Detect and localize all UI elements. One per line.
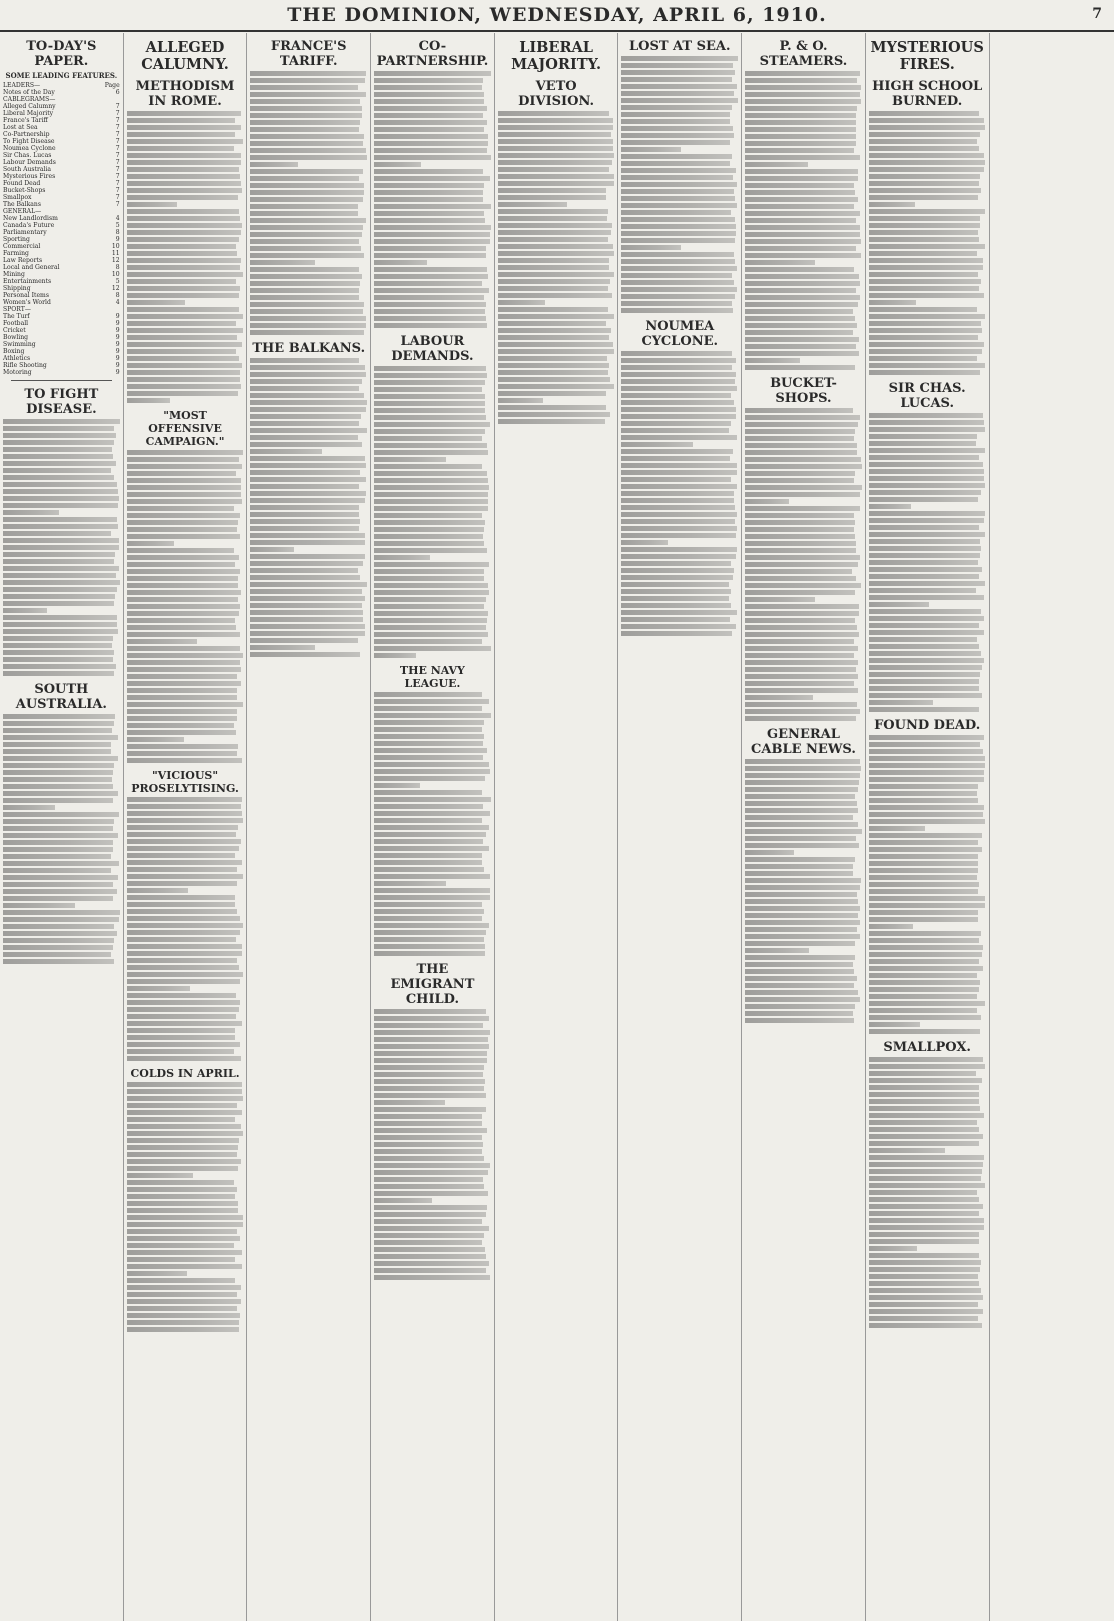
toc-page: 5 [115,222,120,229]
column-5 [495,33,619,1621]
headline: HIGH SCHOOL BURNED. [872,79,983,109]
column-6 [618,33,742,1621]
toc-list [3,82,120,376]
toc-row [3,229,120,236]
toc-page: 8 [115,264,120,271]
headline: "VICIOUS" PROSELYTISING. [131,769,239,795]
headline: ALLEGED CALUMNY. [141,39,229,73]
toc-label: Lost at Sea [3,124,38,131]
toc-page: 9 [115,348,120,355]
toc-label: Law Reports [3,257,43,264]
toc-page: 9 [115,334,120,341]
body-text [745,759,862,1023]
column-8 [866,33,990,1621]
toc-label: Motoring [3,369,32,376]
toc-page: 7 [115,131,120,138]
column-4 [371,33,495,1621]
headline: FOUND DEAD. [874,718,981,733]
body-text [621,56,738,313]
headline: TO FIGHT DISEASE. [24,387,99,417]
toc-row [3,187,120,194]
toc-page: 8 [115,229,120,236]
toc-row [3,299,120,306]
toc-row [3,145,120,152]
toc-row [3,89,120,96]
headline: FRANCE'S TARIFF. [270,39,347,69]
body-text [374,1009,491,1280]
toc-label: Shipping [3,285,31,292]
toc-label: Parliamentary [3,229,47,236]
toc-subhead: SOME LEADING FEATURES. [5,71,118,80]
toc-label: Farming [3,250,29,257]
toc-label: Athletics [3,355,31,362]
toc-row [3,278,120,285]
toc-row [3,180,120,187]
toc-page: 7 [115,152,120,159]
toc-label: Co-Partnership [3,131,50,138]
toc-page: 7 [115,159,120,166]
toc-label: Mysterious Fires [3,173,56,180]
toc-label: France's Tariff [3,117,48,124]
toc-label: Notes of the Day [3,89,55,96]
toc-page: 9 [115,313,120,320]
toc-page: 6 [115,89,120,96]
toc-page: 7 [115,180,120,187]
headline: TO-DAY'S PAPER. [26,39,97,69]
columns [0,33,1114,1621]
body-text [869,111,986,375]
body-text [127,797,244,1061]
toc-page: 7 [115,187,120,194]
body-text [250,71,367,335]
toc-page: 12 [111,257,120,264]
toc-label: Women's World [3,299,51,306]
body-text [869,735,986,1034]
headline: COLDS IN APRIL. [130,1067,240,1080]
toc-label: Labour Demands [3,159,56,166]
toc-page: 7 [115,201,120,208]
toc-label: Bucket-Shops [3,187,46,194]
body-text [374,366,491,658]
toc-row [3,117,120,124]
toc-row [3,124,120,131]
toc-row [3,348,120,355]
column-1 [0,33,124,1621]
toc-row [3,264,120,271]
headline: THE NAVY LEAGUE. [399,664,465,690]
toc-page: 7 [115,110,120,117]
toc-row [3,250,120,257]
body-text [127,111,244,403]
toc-page: 9 [115,355,120,362]
toc-label: Liberal Majority [3,110,54,117]
headline: SOUTH AUSTRALIA. [15,682,107,712]
headline: GENERAL CABLE NEWS. [751,727,856,757]
body-text [3,714,120,964]
toc-row [3,110,120,117]
toc-row [3,208,120,215]
body-text [250,358,367,657]
column-7 [742,33,866,1621]
toc-row [3,166,120,173]
body-text [745,408,862,721]
toc-page: 7 [115,145,120,152]
headline: "MOST OFFENSIVE CAMPAIGN." [145,409,225,448]
toc-label: Personal Items [3,292,49,299]
headline: LIBERAL MAJORITY. [511,39,602,73]
toc-label: Bowling [3,334,29,341]
headline: METHODISM IN ROME. [135,79,235,109]
toc-label: Sporting [3,236,30,243]
toc-page: 5 [115,278,120,285]
toc-label: The Turf [3,313,30,320]
toc-row [3,103,120,110]
toc-row [3,257,120,264]
toc-page: 7 [115,124,120,131]
toc-page: 9 [115,362,120,369]
toc-row [3,243,120,250]
toc-row [3,194,120,201]
headline: VETO DIVISION. [518,79,595,109]
toc-page: 8 [115,292,120,299]
toc-page: 7 [115,166,120,173]
toc-row [3,362,120,369]
column-2 [124,33,248,1621]
toc-label: LEADERS— [3,82,41,89]
toc-label: The Balkans [3,201,41,208]
body-text [621,351,738,636]
toc-page: Page [104,82,120,89]
toc-page: 11 [111,250,120,257]
toc-label: South Australia [3,166,52,173]
toc-label: Canada's Future [3,222,55,229]
toc-label: Commercial [3,243,41,250]
toc-row [3,152,120,159]
toc-label: Swimming [3,341,36,348]
toc-row [3,285,120,292]
toc-label: New Landlordism [3,215,58,222]
body-text [869,1057,986,1328]
body-text [374,692,491,956]
toc-row [3,306,120,313]
headline: SIR CHAS. LUCAS. [888,381,966,411]
toc-label: Smallpox [3,194,32,201]
toc-page: 9 [115,369,120,376]
toc-row [3,369,120,376]
toc-page: 7 [115,117,120,124]
toc-page: 10 [111,271,120,278]
toc-row [3,201,120,208]
headline: NOUMEA CYCLONE. [641,319,719,349]
headline: THE BALKANS. [252,341,366,356]
toc-label: Boxing [3,348,25,355]
toc-label: To Fight Disease [3,138,55,145]
toc-row [3,159,120,166]
toc-row [3,355,120,362]
toc-row [3,271,120,278]
toc-page: 7 [115,138,120,145]
headline: CO-PARTNERSHIP. [376,39,489,69]
toc-label: Mining [3,271,25,278]
toc-row [3,334,120,341]
toc-page: 12 [111,285,120,292]
toc-label: Found Dead [3,180,41,187]
toc-label: Local and General [3,264,60,271]
toc-row [3,222,120,229]
body-text [374,71,491,328]
toc-page: 4 [115,299,120,306]
toc-row [3,173,120,180]
toc-label: Cricket [3,327,26,334]
body-text [3,419,120,676]
toc-page: 9 [115,320,120,327]
toc-row [3,138,120,145]
headline: SMALLPOX. [883,1040,971,1055]
toc-row [3,327,120,334]
toc-label: Rifle Shooting [3,362,47,369]
toc-page: 4 [115,215,120,222]
toc-row [3,292,120,299]
headline: LABOUR DEMANDS. [391,334,474,364]
toc-row [3,96,120,103]
body-text [127,450,244,763]
headline: LOST AT SEA. [629,39,731,54]
toc-page: 7 [115,103,120,110]
toc-page: 10 [111,243,120,250]
body-text [498,111,615,424]
toc-page: 7 [115,194,120,201]
toc-label: Entertainments [3,278,52,285]
body-text [745,71,862,370]
toc-label: CABLEGRAMS— [3,96,56,103]
toc-row [3,341,120,348]
toc-label: Sir Chas. Lucas [3,152,52,159]
toc-row [3,320,120,327]
body-text [869,413,986,712]
toc-label: Football [3,320,29,327]
toc-row [3,215,120,222]
toc-row [3,82,120,89]
toc-row [3,131,120,138]
toc-row [3,313,120,320]
toc-page: 9 [115,341,120,348]
toc-label: Alleged Calumny [3,103,56,110]
headline: MYSTERIOUS FIRES. [870,39,984,73]
toc-page: 9 [115,236,120,243]
toc-page: 7 [115,173,120,180]
column-3 [247,33,371,1621]
headline: P. & O. STEAMERS. [759,39,848,69]
page-number: 7 [1092,6,1102,22]
toc-label: Noumea Cyclone [3,145,56,152]
headline: BUCKET-SHOPS. [770,376,837,406]
masthead [0,0,1114,32]
toc-row [3,236,120,243]
headline: THE EMIGRANT CHILD. [390,962,475,1007]
toc-page: 9 [115,327,120,334]
body-text [127,1082,244,1332]
toc-label: GENERAL— [3,208,42,215]
toc-label: SPORT— [3,306,31,313]
masthead-title: THE DOMINION, WEDNESDAY, APRIL 6, 1910. [287,4,827,26]
